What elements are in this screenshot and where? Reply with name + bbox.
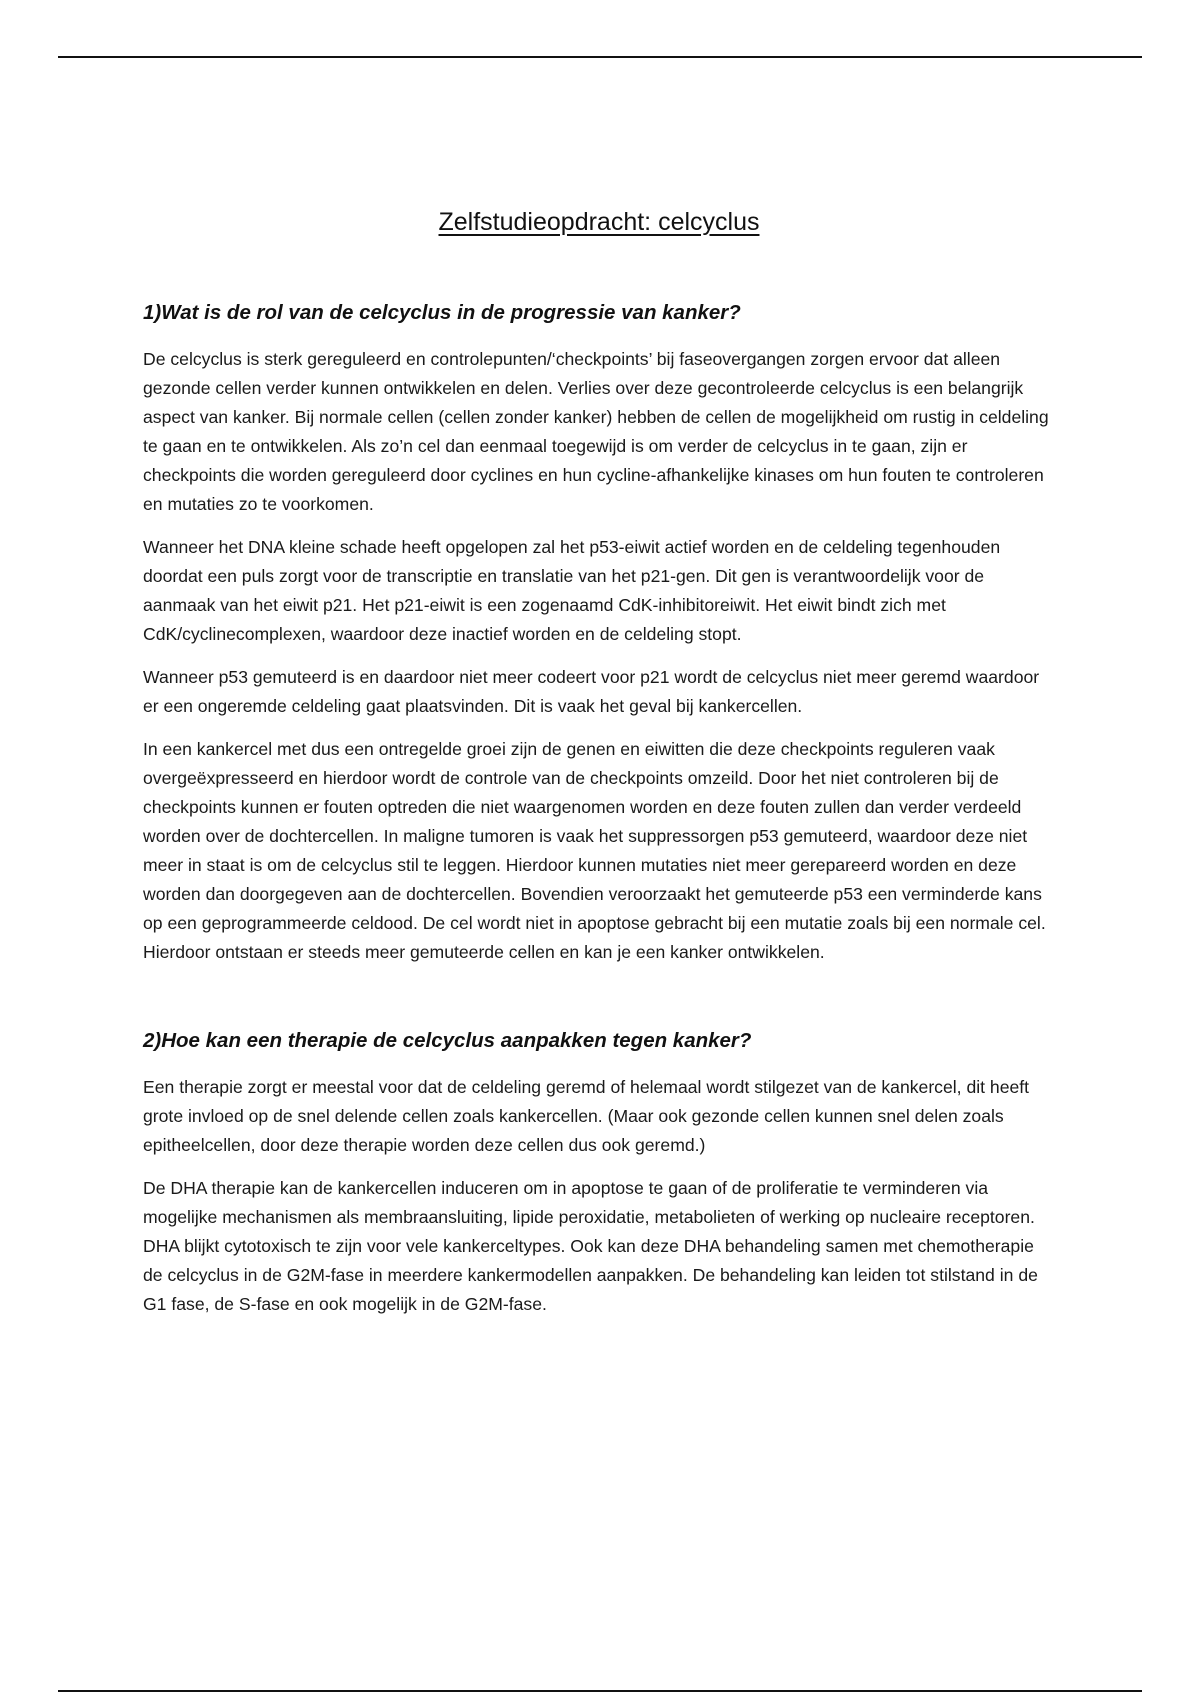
paragraph: Wanneer p53 gemuteerd is en daardoor niet meer codeert voor p21 wordt de celcyclus niet meer geremd waardoor er een ongeremde celdeling gaat plaatsvinden. Dit is vaak het geval bij kankercellen. bbox=[143, 667, 1040, 716]
question-heading: 1)Wat is de rol van de celcyclus in de progressie van kanker? bbox=[143, 301, 741, 324]
header-rule bbox=[58, 56, 1142, 58]
paragraph: In een kankercel met dus een ontregelde groei zijn de genen en eiwitten die deze checkpoints reguleren vaak overgeëxpresseerd en hierdoor wordt de controle van de checkpoints omzeild. Door het niet controleren bij de checkpoints kunnen er fouten optreden die niet waargenomen worden en deze fouten zullen dan verder verdeeld worden over de dochtercellen. In maligne tumoren is vaak het suppressorgen p53 gemuteerd, waardoor deze niet meer in staat is om de celcyclus stil te leggen. Hierdoor kunnen mutaties niet meer gerepareerd worden en deze worden dan doorgegeven aan de dochtercellen. Bovendien veroorzaakt het gemuteerde p53 een verminderde kans op een geprogrammeerde celdood. De cel wordt niet in apoptose gebracht bij een mutatie zoals bij een normale cel. Hierdoor ontstaan er steeds meer gemuteerde cellen en kan je een kanker ontwikkelen. bbox=[143, 739, 1046, 962]
paragraph: Wanneer het DNA kleine schade heeft opgelopen zal het p53-eiwit actief worden en de celdeling tegenhouden doordat een puls zorgt voor de transcriptie en translatie van het p21-gen. Dit gen is verantwoordelijk voor de aanmaak van het eiwit p21. Het p21-eiwit is een zogenaamd CdK-inhibitoreiwit. Het eiwit bindt zich met CdK/cyclinecomplexen, waardoor deze inactief worden en de celdeling stopt. bbox=[143, 537, 1001, 644]
paragraph: Een therapie zorgt er meestal voor dat de celdeling geremd of helemaal wordt stilgezet van de kankercel, dit heeft grote invloed op de snel delende cellen zoals kankercellen. (Maar ook gezonde cellen kunnen snel delen zoals epitheelcellen, door deze therapie worden deze cellen dus ook geremd.) bbox=[143, 1077, 1030, 1155]
question-heading: 2)Hoe kan een therapie de celcyclus aanpakken tegen kanker? bbox=[143, 1029, 752, 1052]
document-page bbox=[143, 208, 1055, 1333]
footer-rule bbox=[58, 1690, 1142, 1692]
section-question-1 bbox=[143, 301, 1055, 967]
section-question-2 bbox=[143, 1029, 1055, 1319]
paragraph: De DHA therapie kan de kankercellen induceren om in apoptose te gaan of de proliferatie te verminderen via mogelijke mechanismen als membraansluiting, lipide peroxidatie, metabolieten of werking op nucleaire receptoren. DHA blijkt cytotoxisch te zijn voor vele kankerceltypes. Ook kan deze DHA behandeling samen met chemotherapie de celcyclus in de G2M-fase in meerdere kankermodellen aanpakken. De behandeling kan leiden tot stilstand in de G1 fase, de S-fase en ook mogelijk in de G2M-fase. bbox=[143, 1178, 1038, 1314]
paragraph: De celcyclus is sterk gereguleerd en controlepunten/‘checkpoints’ bij faseovergangen zorgen ervoor dat alleen gezonde cellen verder kunnen ontwikkelen en delen. Verlies over deze gecontroleerde celcyclus is een belangrijk aspect van kanker. Bij normale cellen (cellen zonder kanker) hebben de cellen de mogelijkheid om rustig in celdeling te gaan en te ontwikkelen. Als zo’n cel dan eenmaal toegewijd is om verder de celcyclus in te gaan, zijn er checkpoints die worden gereguleerd door cyclines en hun cycline-afhankelijke kinases om hun fouten te controleren en mutaties zo te voorkomen. bbox=[143, 349, 1049, 514]
document-title: Zelfstudieopdracht: celcyclus bbox=[438, 208, 760, 236]
